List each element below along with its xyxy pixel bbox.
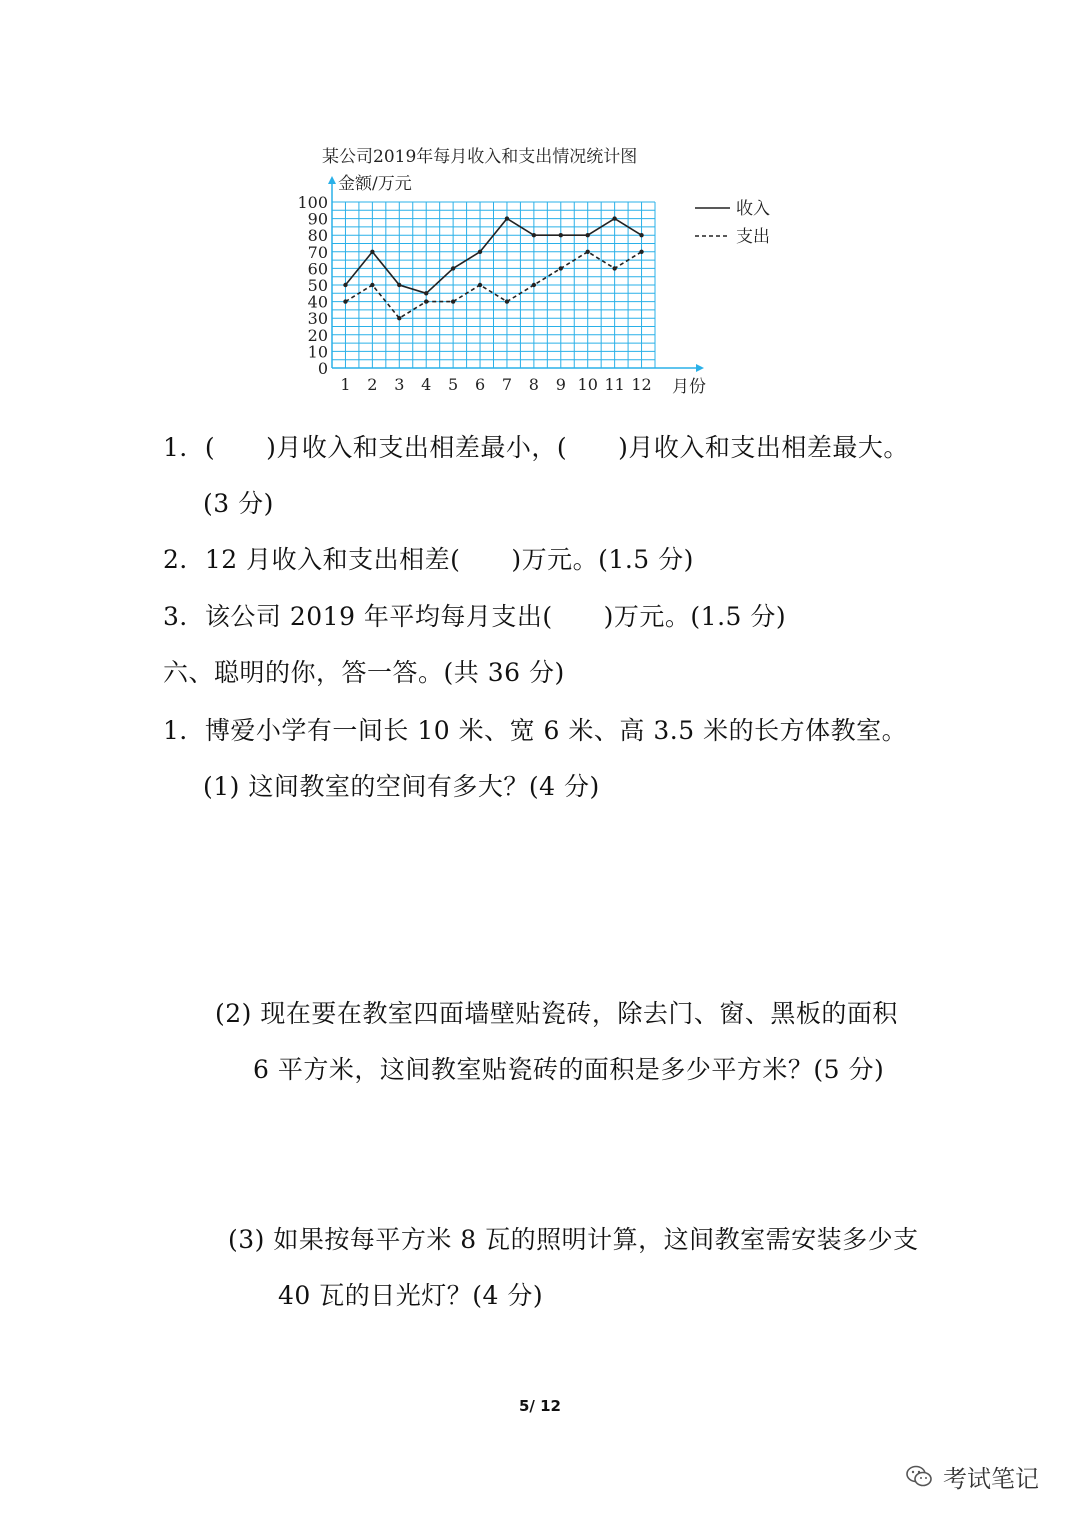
data-point-income: [559, 233, 563, 237]
sub-question-2-line-1: (2) 现在要在教室四面墙壁贴瓷砖，除去门、窗、黑板的面积: [215, 999, 898, 1028]
wechat-icon: [905, 1464, 933, 1488]
data-point-expense: [343, 299, 347, 303]
section-6-heading: 六、聪明的你，答一答。(共 36 分): [163, 658, 565, 687]
x-tick-label: 6: [474, 375, 486, 394]
x-tick-label: 9: [555, 375, 566, 394]
income-expense-chart: [290, 140, 790, 400]
data-point-income: [505, 216, 509, 220]
legend-label-expense: 支出: [736, 227, 770, 247]
x-tick-label: 7: [501, 375, 513, 394]
y-tick-label: 20: [307, 325, 328, 345]
y-axis-arrow: [328, 176, 336, 184]
sub-question-1: (1) 这间教室的空间有多大？(4 分): [203, 772, 600, 801]
sub-question-3-line-1: (3) 如果按每平方米 8 瓦的照明计算，这间教室需安装多少支: [228, 1225, 919, 1254]
data-point-income: [586, 233, 590, 237]
y-tick-label: 0: [317, 359, 328, 378]
x-tick-label: 4: [421, 375, 432, 394]
data-point-expense: [478, 283, 482, 287]
y-tick-label: 70: [307, 242, 328, 262]
x-tick-label: 8: [528, 375, 539, 394]
data-point-expense: [586, 250, 590, 254]
data-point-income: [532, 233, 536, 237]
data-point-expense: [612, 266, 616, 270]
data-point-expense: [451, 299, 455, 303]
x-tick-label: 11: [604, 375, 625, 394]
data-point-expense: [559, 266, 563, 270]
y-axis-label: 金额/万元: [338, 174, 412, 194]
chart-title: 某公司2019年每月收入和支出情况统计图: [322, 147, 638, 167]
y-tick-label: 60: [307, 259, 328, 279]
y-tick-label: 10: [307, 342, 328, 362]
data-point-income: [478, 250, 482, 254]
data-point-expense: [397, 316, 401, 320]
data-point-income: [370, 250, 374, 254]
data-point-expense: [505, 299, 509, 303]
x-tick-label: 5: [448, 375, 459, 394]
page-number: 5/ 12: [518, 1397, 561, 1415]
line-chart: [290, 140, 790, 400]
sub-question-3-line-2: 40 瓦的日光灯？(4 分): [278, 1281, 544, 1310]
data-point-income: [424, 291, 428, 295]
watermark-text: 考试笔记: [943, 1464, 1039, 1493]
data-point-income: [397, 283, 401, 287]
question-1: 1．( )月收入和支出相差最小，( )月收入和支出相差最大。: [163, 433, 909, 462]
data-point-expense: [639, 250, 643, 254]
question-2: 2．12 月收入和支出相差( )万元。(1.5 分): [163, 545, 694, 574]
x-tick-label: 10: [577, 375, 598, 394]
x-tick-label: 3: [394, 375, 405, 394]
x-tick-label: 12: [631, 375, 652, 394]
x-tick-label: 2: [367, 375, 378, 394]
y-tick-label: 100: [297, 193, 328, 212]
y-tick-label: 30: [307, 309, 328, 329]
data-point-income: [343, 283, 347, 287]
data-point-expense: [532, 283, 536, 287]
data-point-income: [639, 233, 643, 237]
data-point-income: [612, 216, 616, 220]
legend-label-income: 收入: [736, 199, 770, 219]
question-3: 3．该公司 2019 年平均每月支出( )万元。(1.5 分): [163, 602, 787, 631]
y-tick-label: 40: [307, 292, 328, 312]
y-tick-label: 80: [307, 226, 328, 246]
x-axis-label: 月份: [672, 377, 706, 397]
question-1-score: (3 分): [203, 489, 274, 518]
x-axis-arrow: [696, 364, 704, 372]
problem-1: 1．博爱小学有一间长 10 米、宽 6 米、高 3.5 米的长方体教室。: [163, 716, 908, 745]
data-point-expense: [370, 283, 374, 287]
x-tick-label: 1: [340, 375, 351, 394]
data-point-income: [451, 266, 455, 270]
watermark: [905, 1458, 1039, 1494]
y-tick-label: 50: [307, 276, 328, 295]
data-point-expense: [424, 299, 428, 303]
sub-question-2-line-2: 6 平方米，这间教室贴瓷砖的面积是多少平方米？(5 分): [253, 1055, 885, 1084]
y-tick-label: 90: [307, 209, 328, 229]
